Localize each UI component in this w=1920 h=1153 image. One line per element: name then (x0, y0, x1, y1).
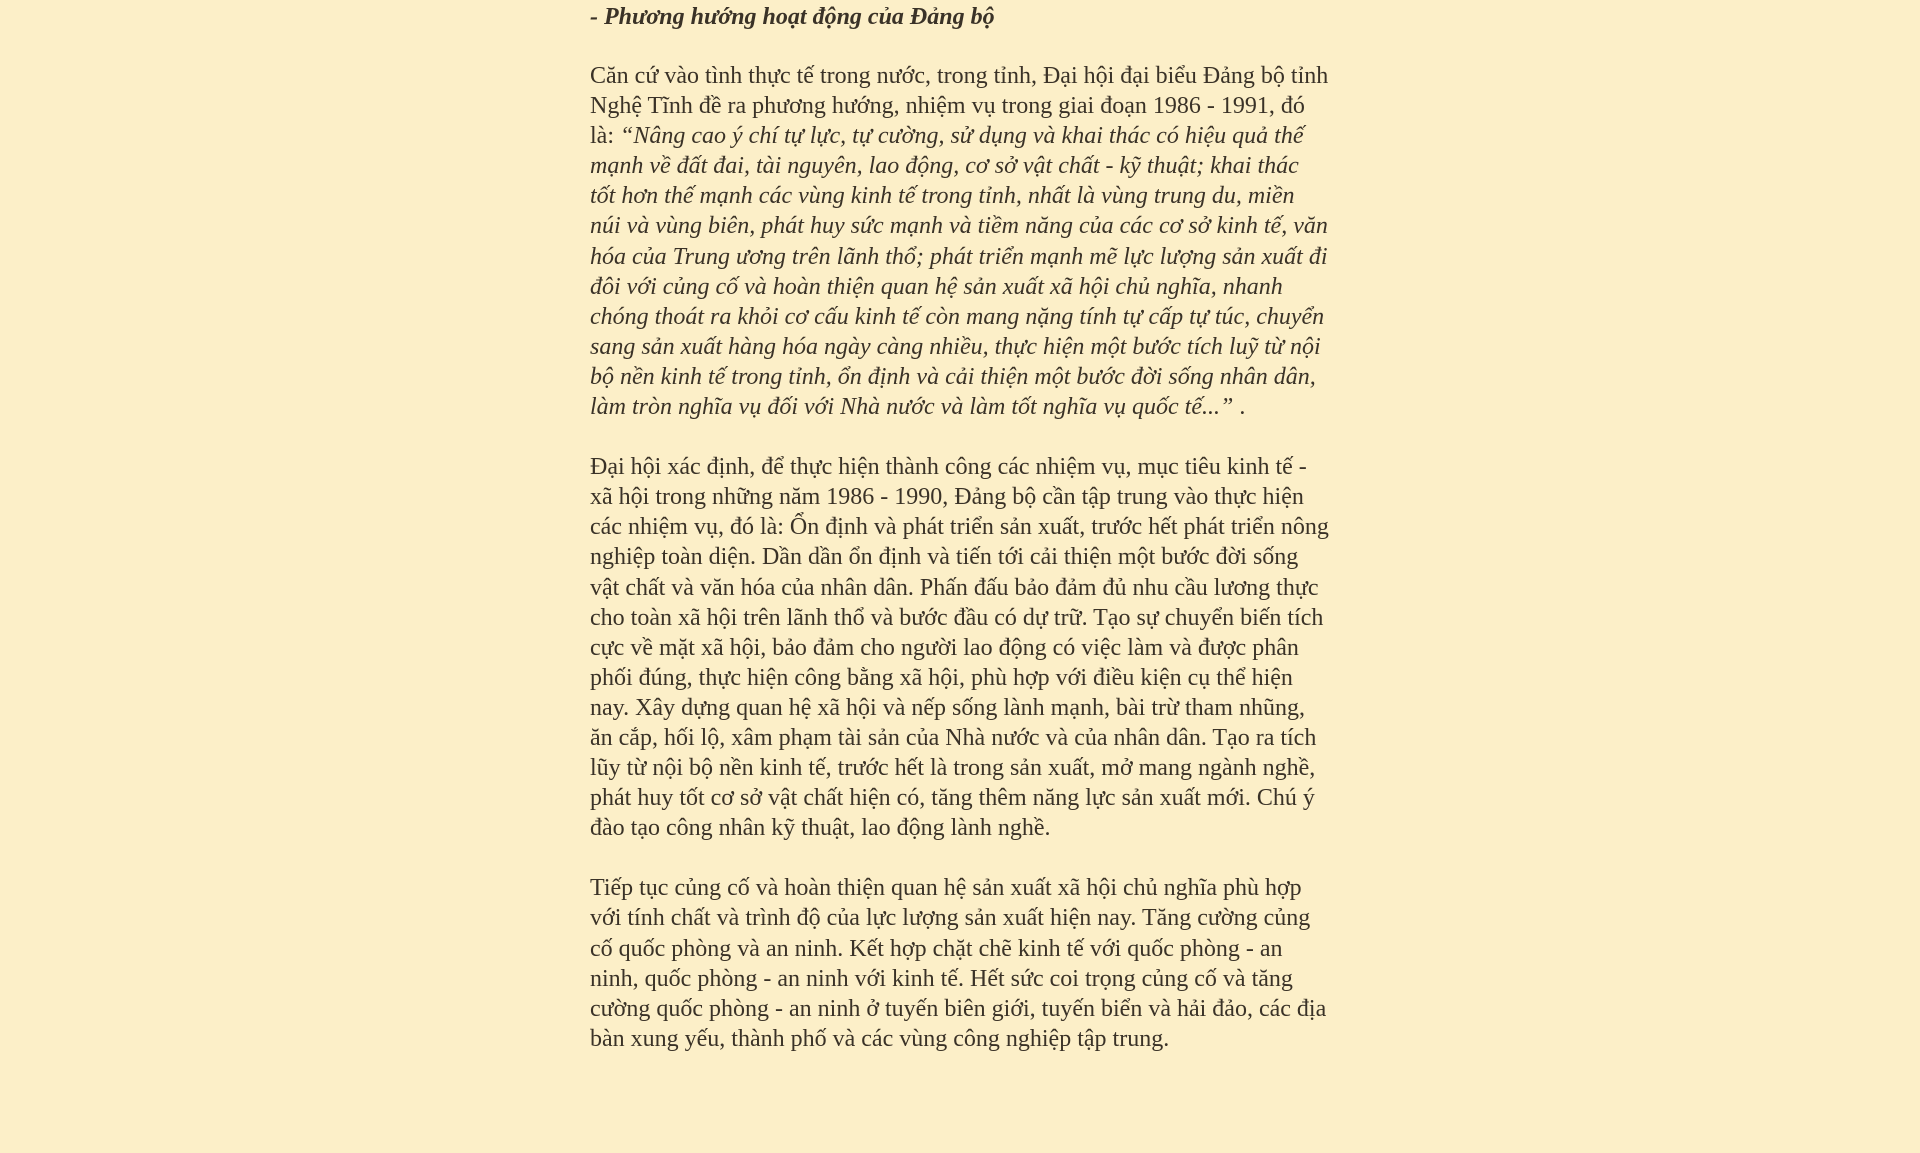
paragraph-direction-quote: “Nâng cao ý chí tự lực, tự cường, sử dụng và khai thác có hiệu quả thế mạnh về đất đai, tài nguyên, lao động, cơ sở vật chất - kỹ thuật; khai thác tốt hơn thế mạnh các vùng kinh tế trong tỉnh, nhất là vùng trung du, miền núi và vùng biên, phát huy sức mạnh và tiềm năng của các cơ sở kinh tế, văn hóa của Trung ương trên lãnh thổ; phát triển mạnh mẽ lực lượng sản xuất đi đôi với củng cố và hoàn thiện quan hệ sản xuất xã hội chủ nghĩa, nhanh chóng thoát ra khỏi cơ cấu kinh tế còn mang nặng tính tự cấp tự túc, chuyển sang sản xuất hàng hóa ngày càng nhiều, thực hiện một bước tích luỹ từ nội bộ nền kinh tế trong tỉnh, ổn định và cải thiện một bước đời sống nhân dân, làm tròn nghĩa vụ đối với Nhà nước và làm tốt nghĩa vụ quốc tế...” (590, 123, 1328, 421)
paragraph-tasks: Đại hội xác định, để thực hiện thành công các nhiệm vụ, mục tiêu kinh tế - xã hội trong những năm 1986 - 1990, Đảng bộ cần tập trung vào thực hiện các nhiệm vụ, đó là: Ổn định và phát triển sản xuất, trước hết phát triển nông nghiệp toàn diện. Dần dần ổn định và tiến tới cải thiện một bước đời sống vật chất và văn hóa của nhân dân. Phấn đấu bảo đảm đủ nhu cầu lương thực cho toàn xã hội trên lãnh thổ và bước đầu có dự trữ. Tạo sự chuyển biến tích cực về mặt xã hội, bảo đảm cho người lao động có việc làm và được phân phối đúng, thực hiện công bằng xã hội, phù hợp với điều kiện cụ thể hiện nay. Xây dựng quan hệ xã hội và nếp sống lành mạnh, bài trừ tham nhũng, ăn cắp, hối lộ, xâm phạm tài sản của Nhà nước và của nhân dân. Tạo ra tích lũy từ nội bộ nền kinh tế, trước hết là trong sản xuất, mở mang ngành nghề, phát huy tốt cơ sở vật chất hiện có, tăng thêm năng lực sản xuất mới. Chú ý đào tạo công nhân kỹ thuật, lao động lành nghề. (590, 454, 1329, 842)
paragraph-direction-ending: . (1233, 394, 1246, 421)
paragraph-direction (590, 61, 1330, 422)
section-heading: - Phương hướng hoạt động của Đảng bộ (590, 4, 995, 30)
paragraph-defense: Tiếp tục củng cố và hoàn thiện quan hệ sản xuất xã hội chủ nghĩa phù hợp với tính chất và trình độ của lực lượng sản xuất hiện nay. Tăng cường củng cố quốc phòng và an ninh. Kết hợp chặt chẽ kinh tế với quốc phòng - an ninh, quốc phòng - an ninh với kinh tế. Hết sức coi trọng củng cố và tăng cường quốc phòng - an ninh ở tuyến biên giới, tuyến biển và hải đảo, các địa bàn xung yếu, thành phố và các vùng công nghiệp tập trung. (590, 875, 1327, 1052)
article-content (590, 0, 1330, 1054)
paragraph-direction-intro: Căn cứ vào tình thực tế trong nước, trong tỉnh, Đại hội đại biểu Đảng bộ tỉnh Nghệ Tĩnh đề ra phương hướng, nhiệm vụ trong giai đoạn 1986 - 1991, đó là: (590, 63, 1329, 150)
